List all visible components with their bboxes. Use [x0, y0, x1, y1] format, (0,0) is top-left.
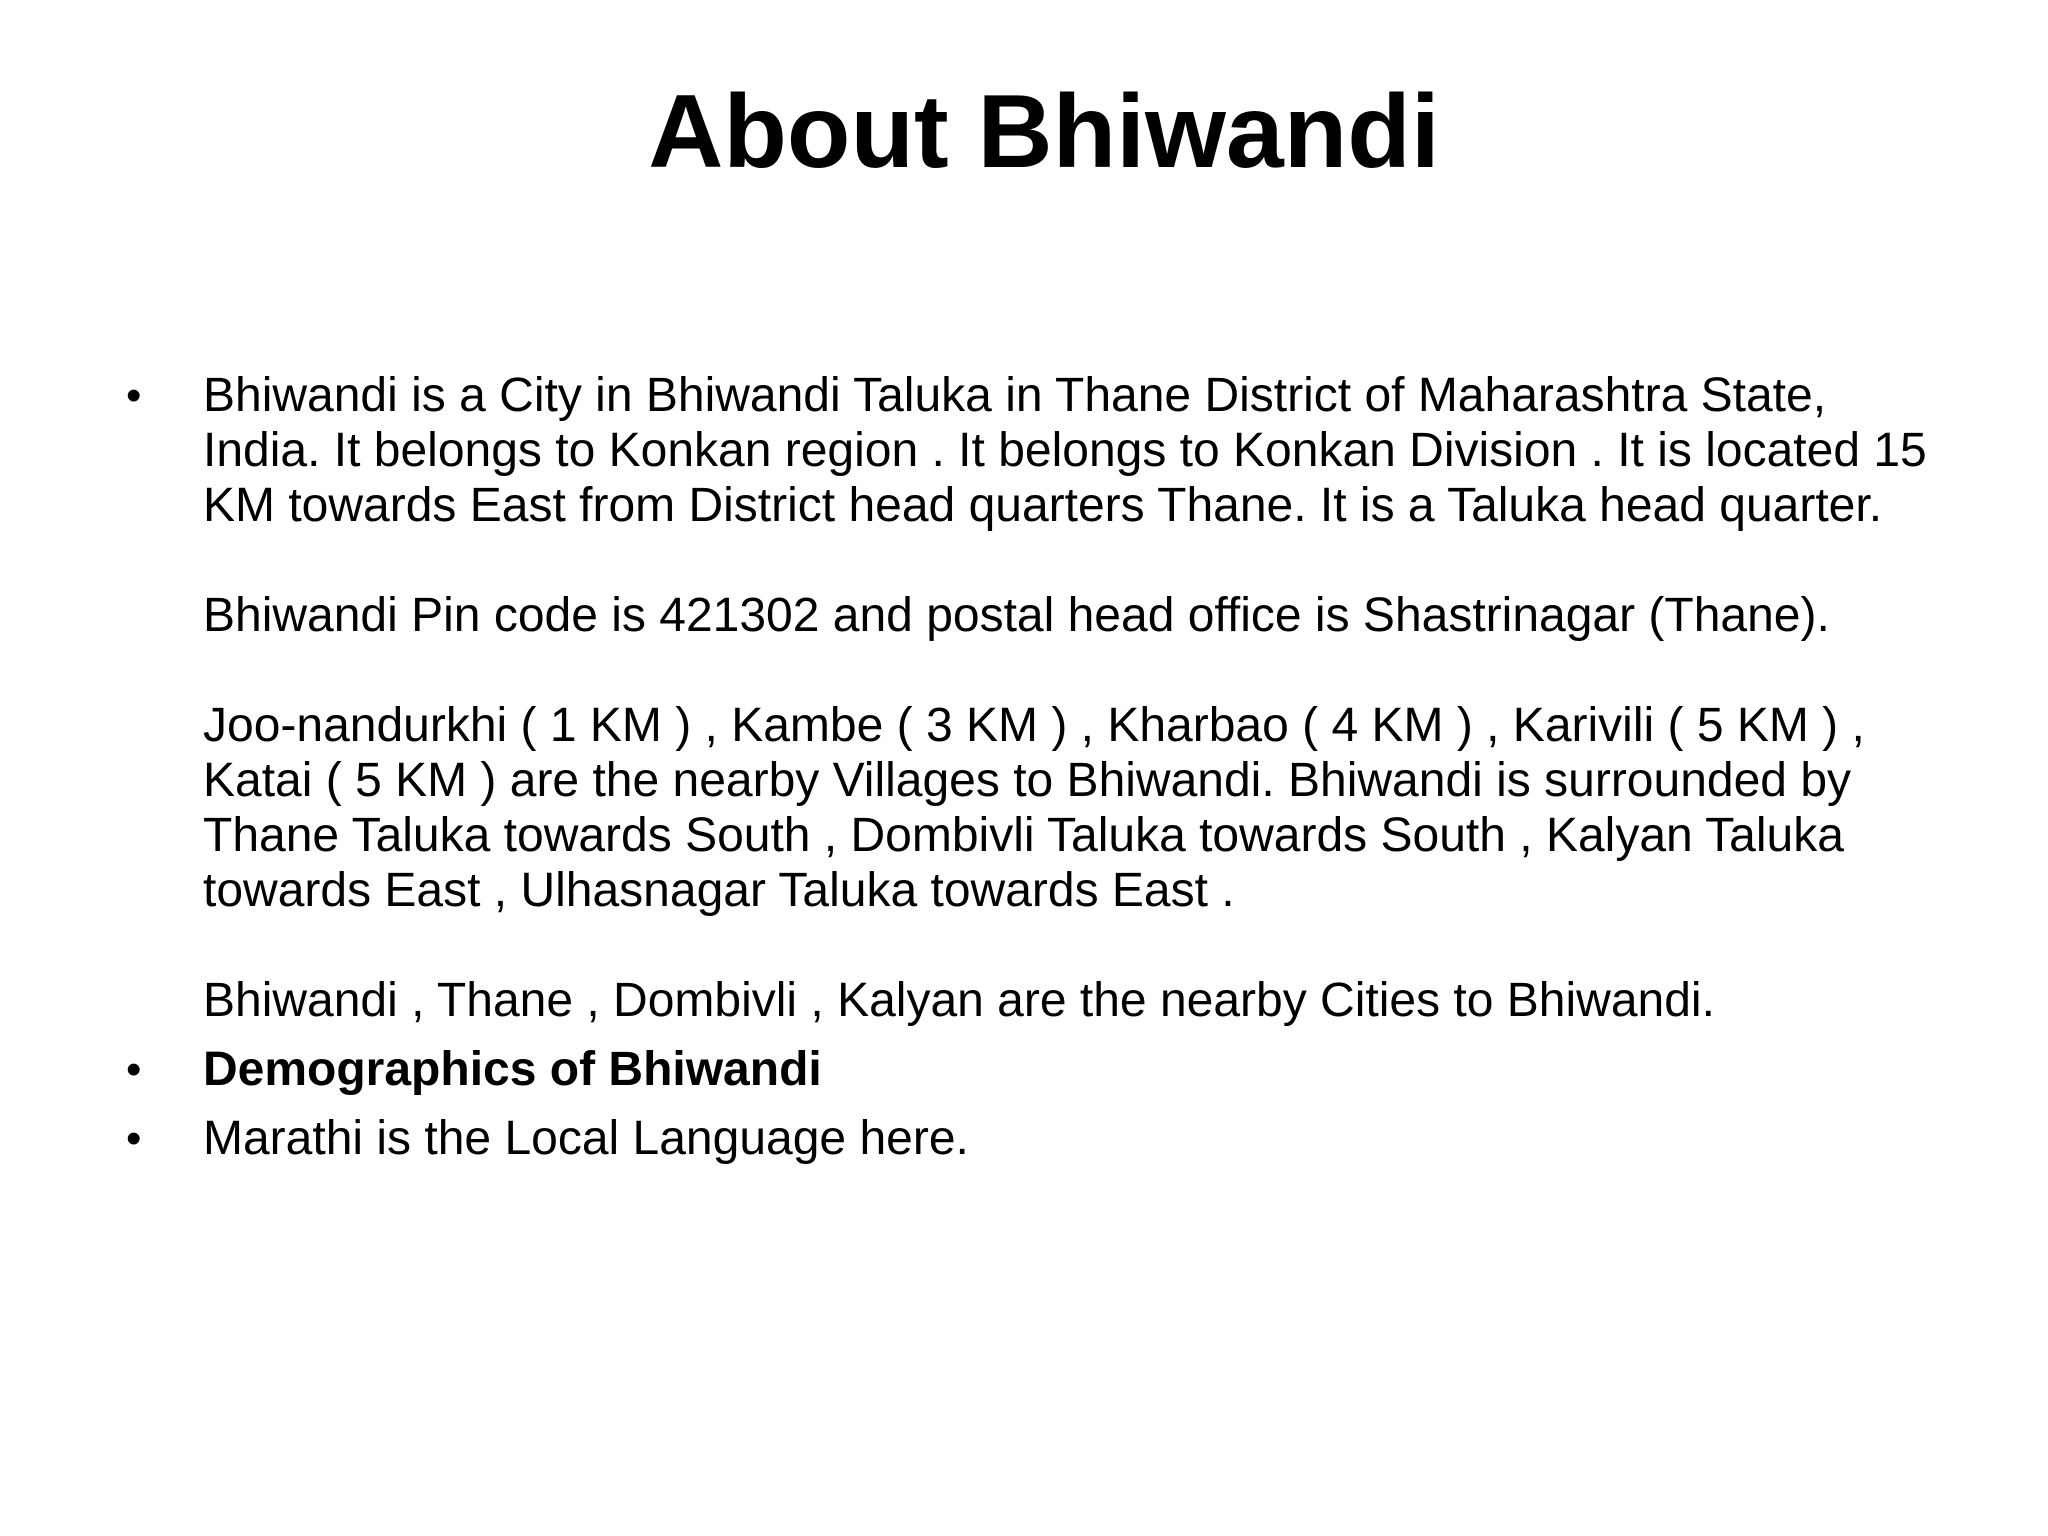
- paragraph-location: Bhiwandi is a City in Bhiwandi Taluka in Thane District of Maharashtra State, India. It belongs to Konkan region . It belongs to Konkan Division . It is located 15 KM towards East from District head quarters Thane. It is a Taluka head quarter.: [203, 369, 1927, 532]
- bullet-icon: •: [126, 1045, 142, 1094]
- bullet-icon: •: [126, 1114, 142, 1163]
- bullet-item-demographics: [120, 1042, 1940, 1097]
- demographics-heading: Demographics of Bhiwandi: [203, 1043, 822, 1096]
- language-text: Marathi is the Local Language here.: [203, 1112, 969, 1165]
- paragraph-nearby-cities: Bhiwandi , Thane , Dombivli , Kalyan are the nearby Cities to Bhiwandi.: [203, 974, 1715, 1027]
- slide-title: About Bhiwandi: [648, 74, 1440, 190]
- bullet-item-language: [120, 1111, 1940, 1166]
- paragraph-pin-code: Bhiwandi Pin code is 421302 and postal head office is Shastrinagar (Thane).: [203, 589, 1830, 642]
- bullet-icon: •: [126, 371, 142, 420]
- paragraph-nearby-villages: Joo-nandurkhi ( 1 KM ) , Kambe ( 3 KM ) , Kharbao ( 4 KM ) , Karivili ( 5 KM ) , Katai ( 5 KM ) are the nearby Villages to Bhiwandi. Bhiwandi is surrounded by Thane Taluka towards South , Dombivli Taluka towards South , Kalyan Taluka towards East , Ulhasnagar Taluka towards East .: [203, 699, 1865, 917]
- bullet-list: [120, 368, 1940, 1166]
- bullet-item-about: [120, 368, 1940, 1028]
